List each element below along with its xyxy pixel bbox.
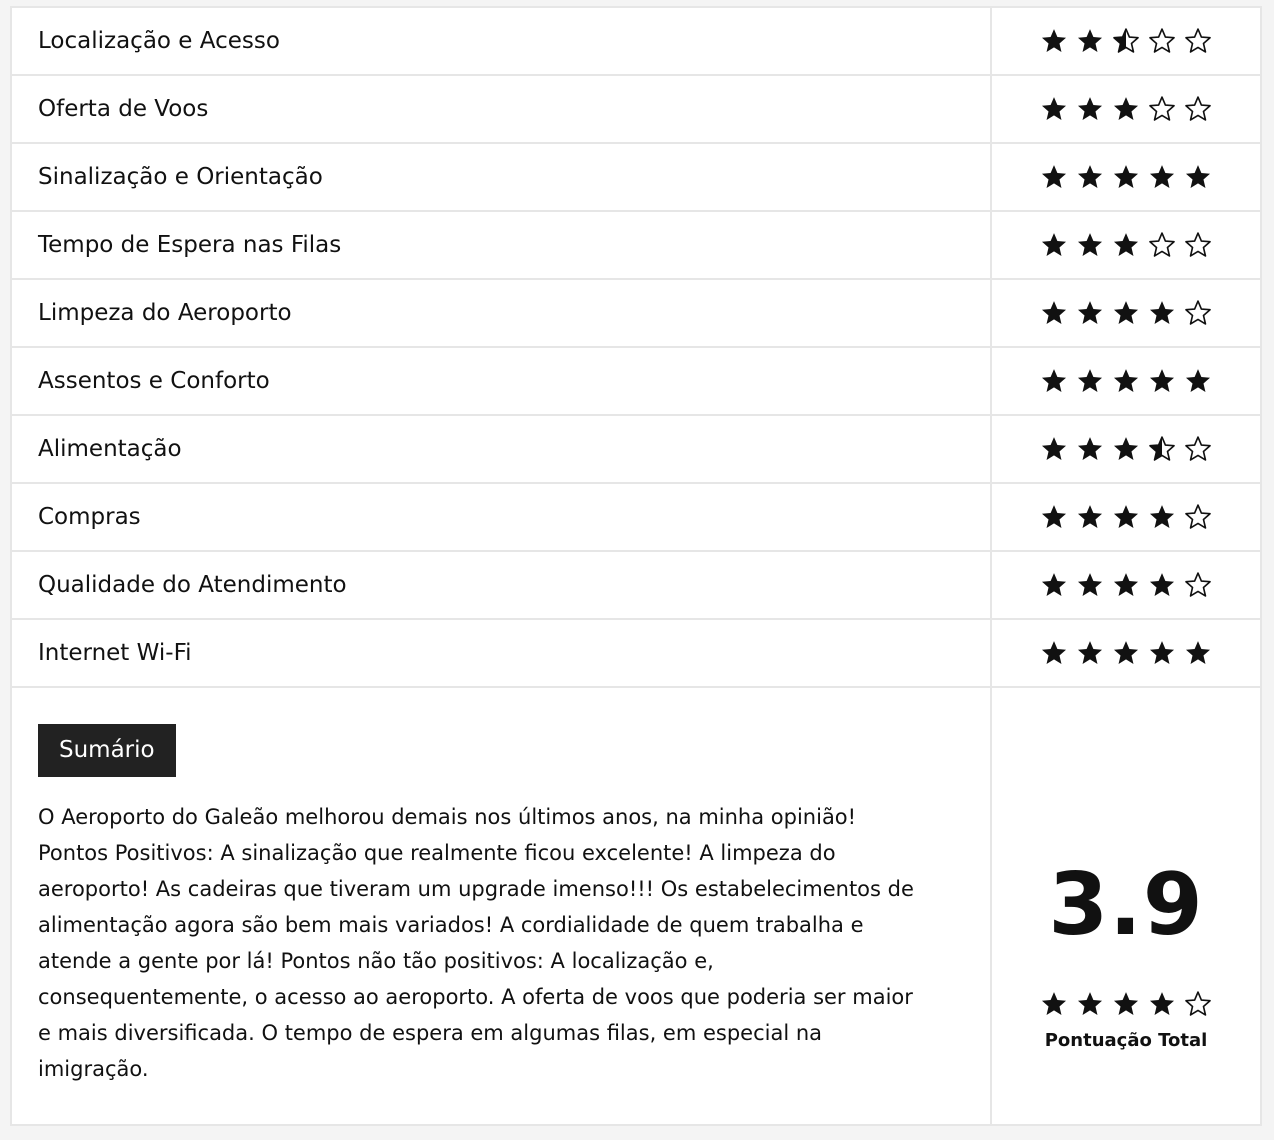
criteria-label: Compras — [12, 484, 992, 550]
criteria-row — [12, 280, 1260, 348]
star-filled-icon — [1040, 231, 1068, 259]
criteria-rating-cell — [992, 76, 1260, 142]
criteria-label: Localização e Acesso — [12, 8, 992, 74]
star-rating — [1040, 367, 1212, 395]
criteria-row — [12, 212, 1260, 280]
star-filled-icon — [1076, 27, 1104, 55]
criteria-rating-cell — [992, 552, 1260, 618]
criteria-label: Oferta de Voos — [12, 76, 992, 142]
star-filled-icon — [1112, 299, 1140, 327]
criteria-rating-cell — [992, 144, 1260, 210]
star-rating — [1040, 95, 1212, 123]
star-outline-icon — [1184, 231, 1212, 259]
star-filled-icon — [1112, 367, 1140, 395]
star-outline-icon — [1184, 990, 1212, 1018]
star-filled-icon — [1184, 163, 1212, 191]
total-star-rating — [1040, 990, 1212, 1018]
criteria-rating-cell — [992, 620, 1260, 686]
criteria-rating-cell — [992, 212, 1260, 278]
star-rating — [1040, 299, 1212, 327]
star-filled-icon — [1076, 639, 1104, 667]
total-score-panel — [992, 688, 1260, 1124]
star-filled-icon — [1148, 639, 1176, 667]
summary-row — [12, 688, 1260, 1124]
star-filled-icon — [1148, 571, 1176, 599]
criteria-label: Alimentação — [12, 416, 992, 482]
star-outline-icon — [1184, 299, 1212, 327]
star-filled-icon — [1076, 95, 1104, 123]
star-outline-icon — [1148, 231, 1176, 259]
star-filled-icon — [1184, 367, 1212, 395]
criteria-label: Qualidade do Atendimento — [12, 552, 992, 618]
star-filled-icon — [1112, 95, 1140, 123]
star-filled-icon — [1112, 231, 1140, 259]
criteria-list — [12, 8, 1260, 688]
criteria-row — [12, 552, 1260, 620]
summary-panel — [12, 688, 992, 1124]
criteria-rating-cell — [992, 8, 1260, 74]
star-filled-icon — [1076, 503, 1104, 531]
star-filled-icon — [1148, 367, 1176, 395]
star-filled-icon — [1076, 435, 1104, 463]
star-filled-icon — [1040, 990, 1068, 1018]
star-outline-icon — [1184, 571, 1212, 599]
star-filled-icon — [1112, 503, 1140, 531]
criteria-rating-cell — [992, 416, 1260, 482]
criteria-row — [12, 8, 1260, 76]
star-filled-icon — [1040, 299, 1068, 327]
star-filled-icon — [1040, 503, 1068, 531]
total-score: 3.9 — [1048, 855, 1204, 955]
star-filled-icon — [1148, 503, 1176, 531]
star-filled-icon — [1148, 163, 1176, 191]
star-filled-icon — [1040, 95, 1068, 123]
star-filled-icon — [1184, 639, 1212, 667]
star-rating — [1040, 231, 1212, 259]
star-filled-icon — [1112, 163, 1140, 191]
summary-heading: Sumário — [38, 724, 176, 777]
star-filled-icon — [1076, 299, 1104, 327]
star-filled-icon — [1040, 435, 1068, 463]
star-filled-icon — [1076, 990, 1104, 1018]
criteria-label: Sinalização e Orientação — [12, 144, 992, 210]
star-half-icon — [1148, 435, 1176, 463]
criteria-row — [12, 76, 1260, 144]
star-filled-icon — [1040, 639, 1068, 667]
criteria-rating-cell — [992, 484, 1260, 550]
star-filled-icon — [1040, 367, 1068, 395]
criteria-label: Tempo de Espera nas Filas — [12, 212, 992, 278]
criteria-label: Assentos e Conforto — [12, 348, 992, 414]
criteria-row — [12, 348, 1260, 416]
star-rating — [1040, 571, 1212, 599]
star-filled-icon — [1040, 27, 1068, 55]
star-filled-icon — [1112, 435, 1140, 463]
criteria-rating-cell — [992, 280, 1260, 346]
star-rating — [1040, 639, 1212, 667]
criteria-row — [12, 484, 1260, 552]
criteria-row — [12, 620, 1260, 688]
star-half-icon — [1112, 27, 1140, 55]
star-outline-icon — [1184, 27, 1212, 55]
total-score-label: Pontuação Total — [1044, 1030, 1208, 1051]
star-filled-icon — [1040, 571, 1068, 599]
star-outline-icon — [1148, 27, 1176, 55]
star-rating — [1040, 503, 1212, 531]
star-filled-icon — [1076, 367, 1104, 395]
star-filled-icon — [1112, 990, 1140, 1018]
star-filled-icon — [1112, 639, 1140, 667]
star-rating — [1040, 163, 1212, 191]
criteria-row — [12, 144, 1260, 212]
review-table — [10, 6, 1262, 1126]
criteria-label: Internet Wi-Fi — [12, 620, 992, 686]
star-filled-icon — [1148, 990, 1176, 1018]
star-filled-icon — [1076, 571, 1104, 599]
summary-text: O Aeroporto do Galeão melhorou demais nos últimos anos, na minha opinião! Pontos Positivos: A sinalização que realmente ficou excelente! A limpeza do aeroporto! As cadeiras que tiveram um upgrade imenso!!! Os estabelecimentos de alimentação agora são bem mais variados! A cordialidade de quem trabalha e atende a gente por lá! Pontos não tão positivos: A localização e, consequentemente, o acesso ao aeroporto. A oferta de voos que poderia ser maior e mais diversificada. O tempo de espera em algumas filas, em especial na imigração. — [38, 805, 914, 1081]
star-outline-icon — [1148, 95, 1176, 123]
star-outline-icon — [1184, 95, 1212, 123]
star-filled-icon — [1040, 163, 1068, 191]
star-filled-icon — [1076, 163, 1104, 191]
criteria-rating-cell — [992, 348, 1260, 414]
star-outline-icon — [1184, 503, 1212, 531]
star-rating — [1040, 27, 1212, 55]
star-rating — [1040, 435, 1212, 463]
star-filled-icon — [1148, 299, 1176, 327]
star-outline-icon — [1184, 435, 1212, 463]
star-filled-icon — [1076, 231, 1104, 259]
criteria-row — [12, 416, 1260, 484]
star-filled-icon — [1112, 571, 1140, 599]
criteria-label: Limpeza do Aeroporto — [12, 280, 992, 346]
